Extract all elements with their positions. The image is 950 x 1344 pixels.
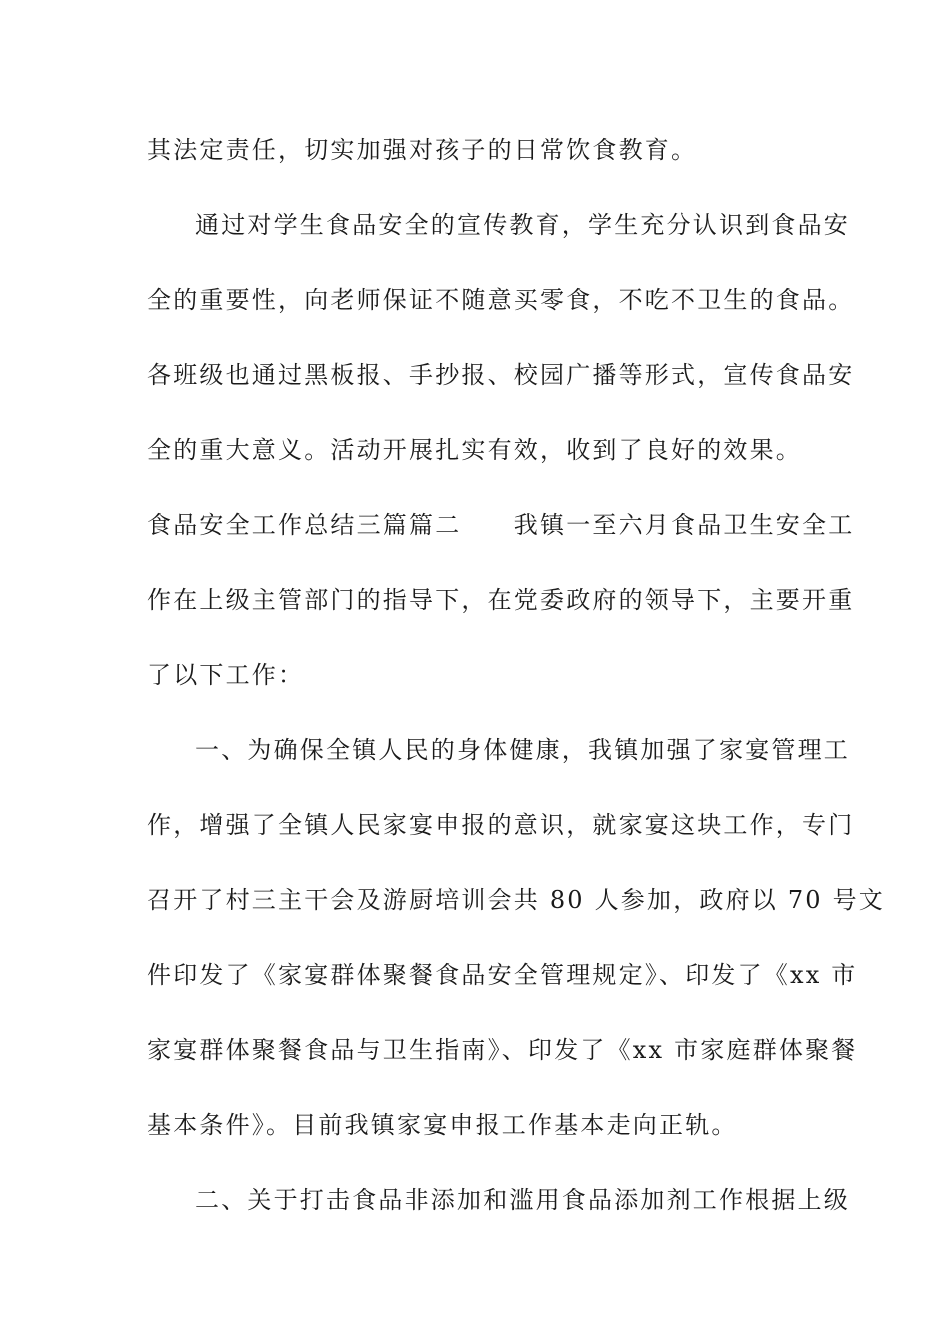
text-line-13: 家宴群体聚餐食品与卫生指南》、印发了《xx 市家庭群体聚餐 xyxy=(147,1036,858,1064)
text-line-11: 召开了村三主干会及游厨培训会共 80 人参加，政府以 70 号文 xyxy=(147,886,885,914)
text-line-14: 基本条件》。目前我镇家宴申报工作基本走向正轨。 xyxy=(147,1111,738,1139)
text-line-15: 二、关于打击食品非添加和滥用食品添加剂工作根据上级 xyxy=(195,1186,850,1214)
text-line-5: 全的重大意义。活动开展扎实有效，收到了良好的效果。 xyxy=(147,436,802,464)
text-line-7: 作在上级主管部门的指导下，在党委政府的领导下，主要开重 xyxy=(147,586,855,614)
text-line-3: 全的重要性，向老师保证不随意买零食，不吃不卫生的食品。 xyxy=(147,286,855,314)
text-line-9: 一、为确保全镇人民的身体健康，我镇加强了家宴管理工 xyxy=(195,736,850,764)
text-line-8: 了以下工作： xyxy=(147,661,305,689)
text-line-12: 件印发了《家宴群体聚餐食品安全管理规定》、印发了《xx 市 xyxy=(147,961,858,989)
text-line-6: 食品安全工作总结三篇篇二 我镇一至六月食品卫生安全工 xyxy=(147,511,855,539)
text-line-4: 各班级也通过黑板报、手抄报、校园广播等形式，宣传食品安 xyxy=(147,361,855,389)
text-line-2: 通过对学生食品安全的宣传教育，学生充分认识到食品安 xyxy=(195,211,850,239)
text-line-1: 其法定责任，切实加强对孩子的日常饮食教育。 xyxy=(147,136,698,164)
text-line-10: 作，增强了全镇人民家宴申报的意识，就家宴这块工作，专门 xyxy=(147,811,855,839)
